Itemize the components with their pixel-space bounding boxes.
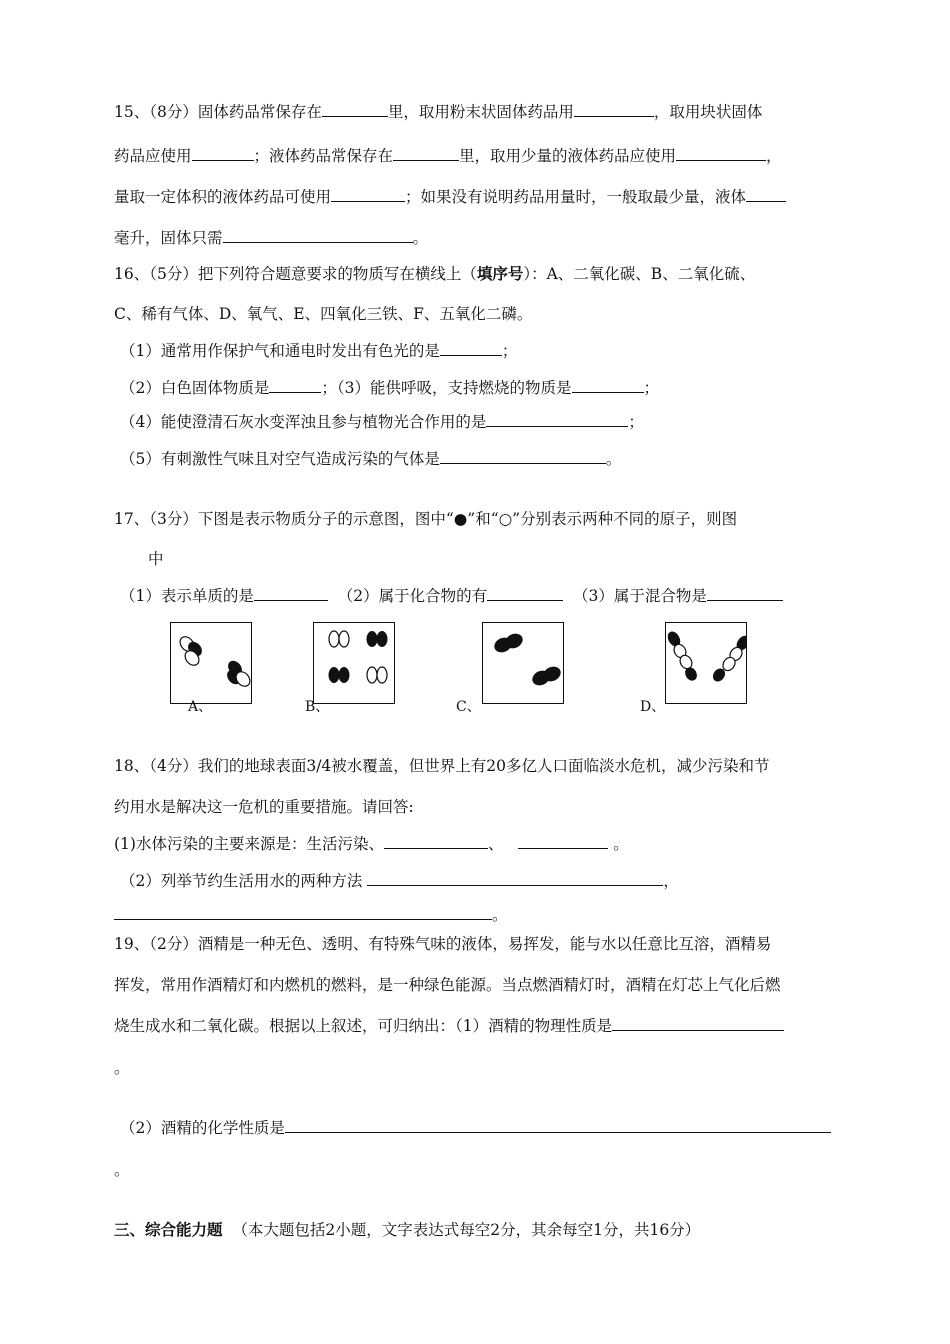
answer-blank[interactable] xyxy=(331,186,405,202)
molecule-box-a xyxy=(170,622,252,704)
q15-line-2: 药品应使用 ；液体药品常保存在 里，取用少量的液体药品应使用 ， xyxy=(114,147,782,165)
option-label-b: B、 xyxy=(305,699,330,715)
answer-blank[interactable] xyxy=(574,101,654,117)
answer-blank[interactable] xyxy=(487,585,563,601)
molecule-box-c xyxy=(482,622,564,704)
q18-line-1: 18、（4分）我们的地球表面3/4被水覆盖，但世界上有20多亿人口面临淡水危机，减少污染和节 xyxy=(114,757,770,775)
q17-line-2: 中 xyxy=(148,550,164,568)
q19-line-1: 19、（2分）酒精是一种无色、透明、有特殊气味的液体，易挥发，能与水以任意比互溶，酒精易 xyxy=(114,935,772,953)
q19-line-6: 。 xyxy=(114,1161,130,1179)
q18-sub-1: (1)水体污染的主要来源是：生活污染、 、 。 xyxy=(114,835,629,853)
q15-line-3: 量取一定体积的液体药品可使用 ；如果没有说明药品用量时，一般取最少量，液体 xyxy=(114,186,786,208)
q19-line-4: 。 xyxy=(114,1059,130,1077)
q16-line-1: 16、（5分）把下列符合题意要求的物质写在横线上（填序号）：A、二氧化碳、B、二氧化硫、 xyxy=(114,265,756,283)
answer-blank[interactable] xyxy=(518,833,608,849)
answer-blank[interactable] xyxy=(572,377,644,393)
molecule-diagram-a xyxy=(171,623,251,703)
answer-blank[interactable] xyxy=(269,377,321,393)
q19-line-2: 挥发，常用作酒精灯和内燃机的燃料，是一种绿色能源。当点燃酒精灯时，酒精在灯芯上气化后燃 xyxy=(114,976,781,994)
option-label-d: D、 xyxy=(640,699,666,715)
q19-sub-2: （2）酒精的化学性质是 xyxy=(120,1117,831,1139)
q15-line-4: 毫升，固体只需 。 xyxy=(114,229,429,247)
q15-line-1: 15、（8分）固体药品常保存在 里，取用粉末状固体药品用 ，取用块状固体 xyxy=(114,103,763,121)
answer-blank[interactable] xyxy=(746,186,786,202)
answer-blank[interactable] xyxy=(612,1015,784,1031)
q18-sub-2-cont: 。 xyxy=(114,904,508,926)
option-label-a: A、 xyxy=(188,699,213,715)
q16-sub-4: （4）能使澄清石灰水变浑浊且参与植物光合作用的是 ； xyxy=(120,413,644,431)
option-label-c: C、 xyxy=(456,699,481,715)
q19-line-3: 烧生成水和二氧化碳。根据以上叙述，可归纳出：（1）酒精的物理性质是 xyxy=(114,1015,784,1037)
q17-subs: （1）表示单质的是 （2）属于化合物的有 （3）属于混合物是 xyxy=(120,585,783,607)
q16-sub-1: （1）通常用作保护气和通电时发出有色光的是 ； xyxy=(120,342,518,360)
q16-sub-2: （2）白色固体物质是 ；（3）能供呼吸，支持燃烧的物质是 ； xyxy=(120,379,660,397)
answer-blank[interactable] xyxy=(223,227,413,243)
answer-blank[interactable] xyxy=(440,340,502,356)
molecule-diagram-c xyxy=(483,623,563,703)
q18-sub-2: （2）列举节约生活用水的两种方法 ， xyxy=(120,872,679,890)
answer-blank[interactable] xyxy=(285,1117,831,1133)
q18-line-2: 约用水是解决这一危机的重要措施。请回答: xyxy=(114,798,414,816)
q16-sub-5: （5）有刺激性气味且对空气造成污染的气体是 。 xyxy=(120,450,622,468)
q17-line-1: 17、（3分）下图是表示物质分子的示意图，图中“●”和“○”分别表示两种不同的原子，则图 xyxy=(114,510,738,528)
molecule-box-b xyxy=(313,622,395,704)
answer-blank[interactable] xyxy=(676,145,766,161)
answer-blank[interactable] xyxy=(254,585,328,601)
answer-blank[interactable] xyxy=(393,145,459,161)
answer-blank[interactable] xyxy=(367,870,663,886)
answer-blank[interactable] xyxy=(486,411,628,427)
q16-line-2: C、稀有气体、D、氧气、E、四氧化三铁、F、五氧化二磷。 xyxy=(114,305,533,323)
answer-blank[interactable] xyxy=(707,585,783,601)
molecule-diagram-d xyxy=(666,623,746,703)
answer-blank[interactable] xyxy=(322,101,388,117)
answer-blank[interactable] xyxy=(192,145,254,161)
section-3-heading: 三、综合能力题 （本大题包括2小题，文字表达式每空2分，其余每空1分，共16分） xyxy=(114,1221,701,1239)
answer-blank[interactable] xyxy=(114,904,492,920)
answer-blank[interactable] xyxy=(384,833,488,849)
answer-blank[interactable] xyxy=(440,448,606,464)
molecule-diagram-b xyxy=(314,623,394,703)
molecule-box-d xyxy=(665,622,747,704)
